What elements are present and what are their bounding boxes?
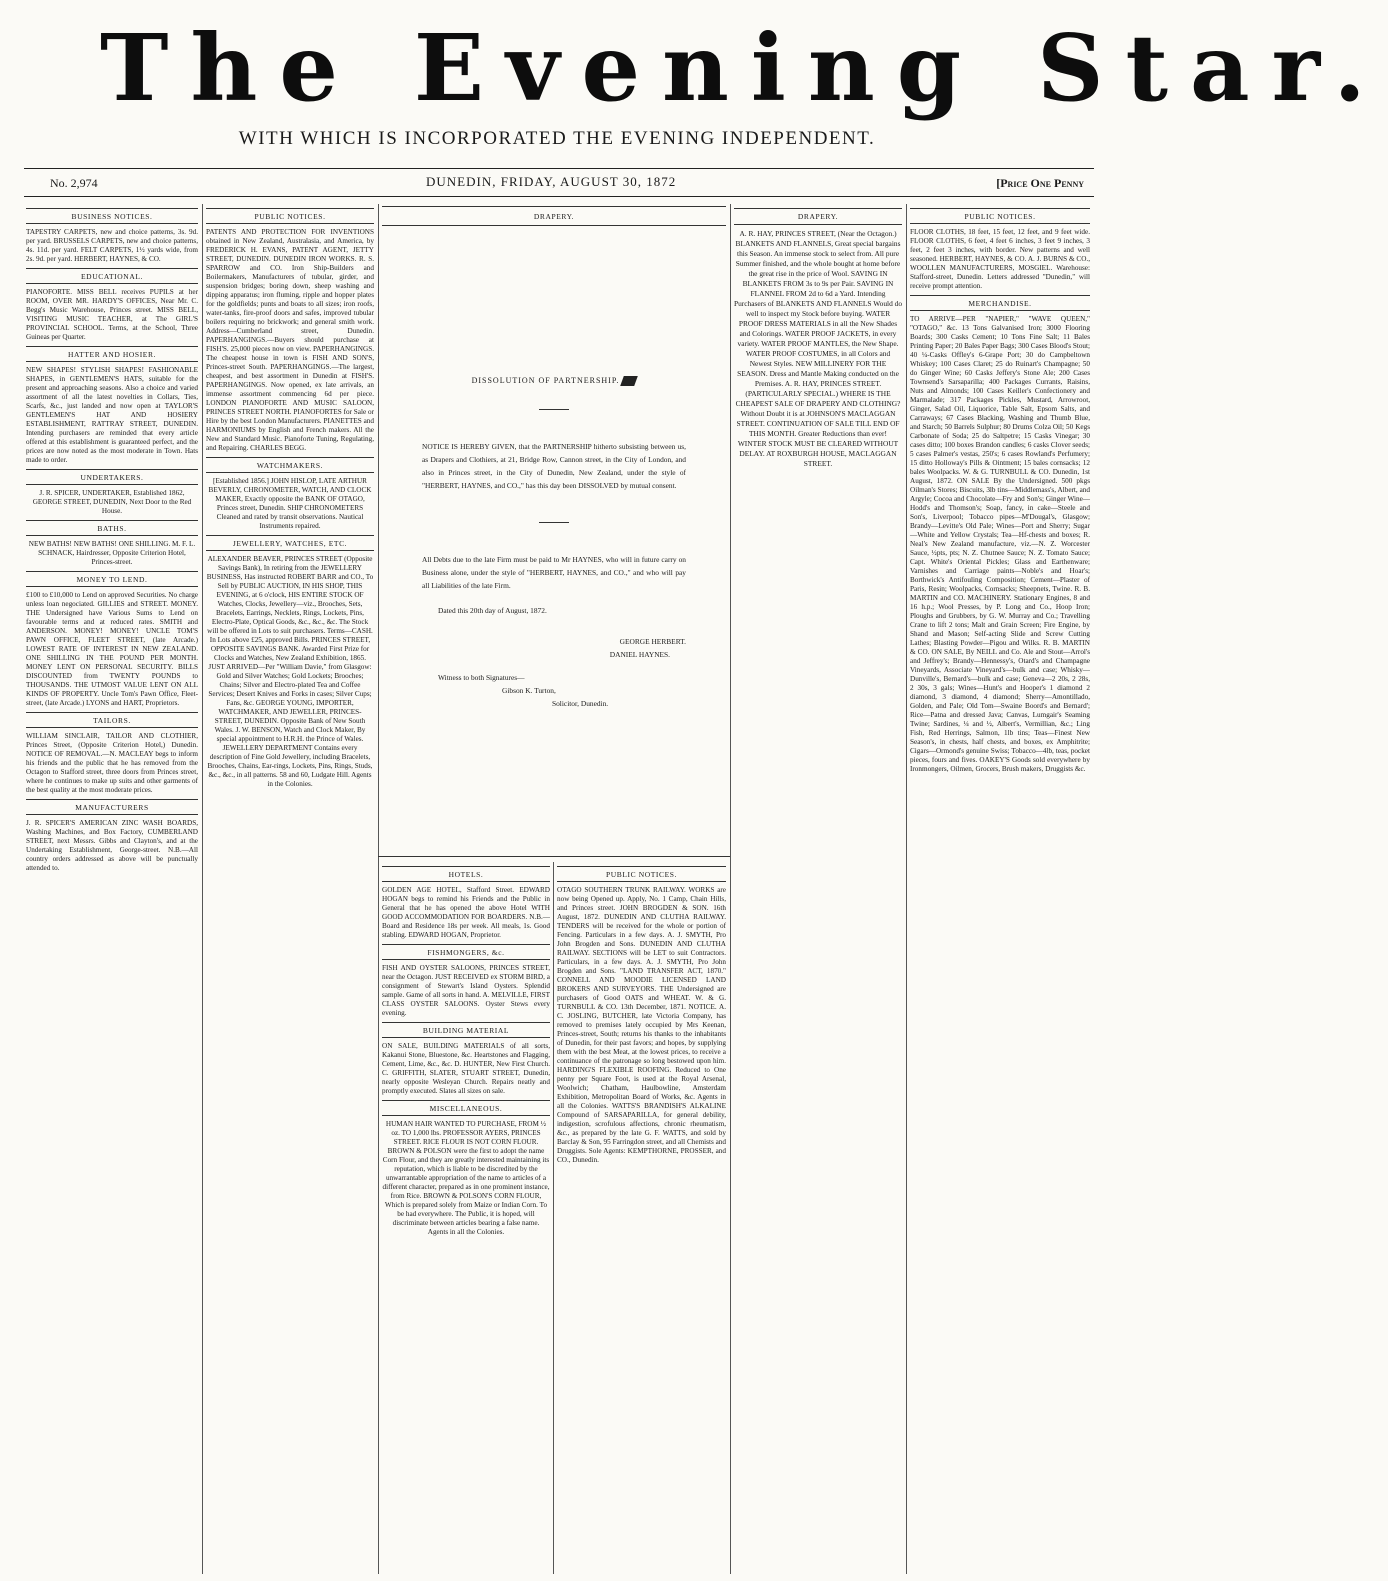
advert-text: PIANOFORTE. MISS BELL receives PUPILS at her ROOM, OVER MR. HARDY'S OFFICES, Near Mr. C. Begg's Music Warehouse, Princes street. MISS BELL, VISITING MUSIC TEACHER, at The GIRL'S PROVINCIAL SCHOOL. Terms, at the School, Three Guineas per Quarter. — [26, 288, 198, 341]
advert-text: ALEXANDER BEAVER, PRINCES STREET (Opposite Savings Bank), In retiring from the JEWELLERY BUSINESS, Has instructed ROBERT BARR and CO., To Sell by PUBLIC AUCTION, IN HIS SHOP, THIS EVENING, at 6 o'clock, HIS ENTIRE STOCK OF Watches, Clocks, Jewellery—viz., Brooches, Sets, Bracelets, Earrings, Necklets, Rings, Lockets, Pins, Electro-Plate, Optical Goods, &c., &c., &c. The Stock will be offered in Lots to suit purchasers. Terms—CASH. In Lots above £25, approved Bills. PRINCES STREET, OPPOSITE SAVINGS BANK. Awarded First Prize for Clocks and Watches, New Zealand Exhibition, 1865. JUST ARRIVED—Per "William Davie," from Glasgow: Gold and Silver Watches; Gold Lockets; Brooches; Chains; Silver and Electro-plated Tea and Coffee Services; Desert Knives and Forks in cases; Silver Cups; Fans, &c. GEORGE YOUNG, IMPORTER, WATCHMAKER, AND JEWELLER, PRINCES-STREET, DUNEDIN. Opposite Bank of New South Wales. J. W. BENSON, Watch and Clock Maker, By special appointment to H.R.H. the Prince of Wales. JEWELLERY DEPARTMENT Contains every description of Fine Gold Jewellery, including Bracelets, Brooches, Chains, Ear-rings, Lockets, Pins, Rings, Studs, &c., &c., in all patterns. 58 and 60, Ludgate Hill. Agents in the Colonies. — [206, 555, 374, 788]
advert-text: TO ARRIVE—PER "NAPIER," "WAVE QUEEN," "OTAGO," &c. 13 Tons Galvanised Iron; 3000 Flooring Boards; 300 Casks Cement; 10 Tons Fine Salt; 11 Bales Printing Paper; 20 Bales Paper Bags; 300 Cases Blood's Stout; 40 ¼-Casks Offley's 6-Grape Port; 30 do Campbeltown Whiskey; 100 Cases Claret; 25 do Ruinart's Champagne; 50 do Ginger Wine; 60 Casks Jeffery's Stone Ale; 200 Cases Townsend's Sarsaparilla; 400 Packages Currants, Raisins, Nuts and Almonds; 100 Cases Keiller's Confectionery and Marmalade; 317 Packages Pickles, Mustard, Arrowroot, Ginger, Salad Oil, Liquorice, Table Salt, Epsom Salts, and Carraways; 67 Cases Blacking, Washing and Thumb Blue, and Starch; 50 Barrels Sulphur; 80 Drums Colza Oil; 50 Kegs Carbonate of Soda; 25 do Saltpetre; 15 Casks Vinegar; 30 cases ditto; 100 boxes Brandon candles; 6 casks Clover seeds; 5 cases Palmer's vestas, 250's; 6 cases Rowland's Perfumery; 15 ditto Holloway's Pills & Ointment; 15 bales cornsacks; 12 bales Woolpacks. W. & G. TURNBULL & CO. Dunedin, 1st August, 1872. ON SALE By the Undersigned. 500 pkgs Oilman's Stores; Biscuits, 3lb tins—Middlemass's, Albert, and Argyle; Cocoa and Chocolate—Fry and Son's; Ginger Wine—Hodd's and Thomson's; Soap, fancy, in cake—Steele and Son's, Liverpool; Tobacco pipes—M'Dougal's, Glasgow; Brandy—Levitte's Old Pale; Wines—Port and Sherry; Sugar—White and Yellow Crystals; Tea—Hf-chests and boxes; R. Neal's New Zealand manufacture, viz.—N. Z. Worcester Sauce, ½pts, pts; N. Z. Chutnee Sauce; N. Z. Tomato Sauce; Capt. White's Oriental Pickles; Glass and Earthenware; Varnishes and Carriage paints—Noble's and Hoar's; Borthwick's Antifouling Composition; Cement—Plaster of Paris, Resin; Woolpacks, Cornsacks; Sheepnets, Twine. R. B. MARTIN and CO. MACHINERY. Stationary Engines, 8 and 16 h.p.; Wool Presses, by P. Long and Co., Hoop Iron; Ploughs and Grubbers, by G. W. Murray and Co.; Travelling Crane to lift 2 tons; Malt and Grain Screen; Fire Engine, by Shand and Mason; Self-acting Slide and Screw Cutting Lathes; Blasting Powder—Pigou and Wilks. R. B. MARTIN & CO. ON SALE, By NEILL and Co. Ale and Stout—Arrol's and Jeffrey's; Brandy—Hennessy's, Otard's and Champagne Vineyards, Associate Vineyard's—bulk and case; Whisky—Dunville's, Bernard's—bulk and case; Geneva—2 20s, 2 28s, 2 30s, 3 gals; Wines—Hunt's and Hooper's 1 diamond 2 diamond, 3 diamond, 4 diamond; Sherry—Amontillado, Golden, and Pale; Old Tom—Swaine Boord's and Bernard'; Rice—Patna and dressed Java; Canvas, Lumgair's Seaming Twine; Sardines, ¼ and ½, Albert's, Vermillian, &c.; Ling Fish, Red Herrings, Salmon, 1lb tins; Teas—Finest New Season's, in chests, half chests, and boxes, ex Amphitrite; Cigars—Ormond's genuine Swiss; Tobacco—4lb, teas, pocket pieces, fours and fives. OAKEY'S Goods sold everywhere by Ironmongers, Oilmen, Grocers, Brush makers, Druggists &c. — [910, 315, 1090, 773]
column-merchandise — [910, 204, 1090, 1574]
advert-text: FLOOR CLOTHS, 18 feet, 15 feet, 12 feet, and 9 feet wide. FLOOR CLOTHS, 6 feet, 4 feet 6 inches, 3 feet 9 inches, 3 feet, 2 feet 3 inches, with border. New patterns and well seasoned. HERBERT, HAYNES, & CO. A. J. BURNS & CO., WOOLLEN MANUFACTURERS, MOSGIEL. Warehouse: Stafford-street, Dunedin. Letters addressed "Dunedin," will receive prompt attention. — [910, 228, 1090, 290]
dateline-rule — [24, 196, 1094, 197]
advert-text: TAPESTRY CARPETS, new and choice patterns, 3s. 9d. per yard. BRUSSELS CARPETS, new and choice patterns, 4s. 11d. per yard. FELT CARPETS, 1½ yards wide, from 2s. 9d. per yard. HERBERT, HAYNES, & CO. — [26, 228, 198, 263]
section-heading: BATHS. — [26, 520, 198, 536]
section-heading: HATTER AND HOSIER. — [26, 346, 198, 362]
section-heading: PUBLIC NOTICES. — [206, 208, 374, 224]
issue-number: No. 2,974 — [50, 176, 98, 190]
column-railway-notices — [557, 862, 726, 1574]
section-heading: HOTELS. — [382, 866, 550, 882]
advert-text: [Established 1856.] JOHN HISLOP, LATE ARTHUR BEVERLY, CHRONOMETER, WATCH, AND CLOCK MAKER, Exactly opposite the BANK OF OTAGO, Princes street, Dunedin. SHIP CHRONOMETERS Cleaned and rated by transit observations. Nautical Instruments repaired. — [208, 477, 372, 530]
column-divider — [906, 204, 907, 1574]
section-heading: JEWELLERY, WATCHES, ETC. — [206, 535, 374, 551]
column-business-notices — [26, 204, 198, 1574]
ink-blot-icon — [621, 376, 639, 386]
column-divider — [378, 204, 379, 1574]
witness-title: Solicitor, Dunedin. — [552, 699, 609, 708]
column-divider — [202, 204, 203, 1574]
signature-1: GEORGE HERBERT. — [619, 637, 686, 646]
section-heading: PUBLIC NOTICES. — [910, 208, 1090, 224]
column-divider — [730, 204, 731, 1574]
witness-name: Gibson K. Turton, — [502, 686, 556, 695]
advert-text: ON SALE, BUILDING MATERIALS of all sorts, Kakanui Stone, Bluestone, &c. Heartstones and Flagging, Cement, Lime, &c., &c. D. HUNTER, New First Church. C. GRIFFITH, SLATER, STUART STREET, Dunedin, nearly opposite Wesleyan Church. Repairs neatly and promptly executed. Slates all sizes on sale. — [382, 1042, 550, 1095]
witness-line: Witness to both Signatures— — [438, 673, 525, 682]
advert-text: J. R. SPICER'S AMERICAN ZINC WASH BOARDS, Washing Machines, and Box Factory, CUMBERLAND STREET, next Messrs. Gibbs and Clayton's, and at the Undertaking Establishment, George-street. N.B.—All country orders addressed as above will be punctually attended to. — [26, 819, 198, 872]
advert-text: WILLIAM SINCLAIR, TAILOR AND CLOTHIER, Princes Street, (Opposite Criterion Hotel,) Dunedin. NOTICE OF REMOVAL.—N. MACLEAY begs to inform his friends and the public that he has removed from the Octagon to Stafford street, three doors from Princes street, where he continues to make up suits and other garments of the best quality at the most moderate prices. — [26, 732, 198, 794]
section-heading: MERCHANDISE. — [910, 295, 1090, 311]
advert-text: OTAGO SOUTHERN TRUNK RAILWAY. WORKS are now being Opened up. Apply, No. 1 Camp, Chain Hills, and Princes street. JOHN BROGDEN & SON. 16th August, 1872. DUNEDIN AND CLUTHA RAILWAY. TENDERS will be received for the whole or portion of Fencing. Particulars in a few days. A. J. SMYTH, Pro John Brogden and Sons. DUNEDIN AND CLUTHA RAILWAY. SECTIONS will be LET to suit Contractors. Particulars, in a few days. A. J. SMYTH, Pro John Brogden and Sons. "LAND TRANSFER ACT, 1870." CONNELL AND MOODIE LICENSED LAND BROKERS AND SURVEYORS. THE Undersigned are purchasers of Good OATS and WHEAT. W. & G. TURNBULL & CO. 13th December, 1871. NOTICE. A. C. JOSLING, BUTCHER, late Victoria Company, has removed to premises lately occupied by Mrs Keenan, Princes-street, South; returns his thanks to the inhabitants of Dunedin, for their past favors; and hopes, by supplying them with the best Meat, at the lowest prices, to receive a continuance of the patronage so long bestowed upon him. HARDING'S FLEXIBLE ROOFING. Reduced to One penny per Square Foot, is used at the Royal Arsenal, Woolwich; Chatham, Haulbowline, Amsterdam Exhibition, Metropolitan Board of Works, &c. Agents in all the Colonies. WATTS'S BRANDISH'S ALKALINE Compound of SARSAPARILLA, for general debility, indigestion, scrofulous affections, chronic rheumatism, &c., as prepared by the late G. F. WATTS, and sold by Barclay & Son, 95 Farringdon street, and all Chemists and Druggists. Sole Agents: KEMPTHORNE, PROSSER, and CO., Dunedin. — [557, 886, 726, 1164]
section-heading: BUILDING MATERIAL — [382, 1022, 550, 1038]
notice-title-text: DISSOLUTION OF PARTNERSHIP. — [471, 376, 620, 385]
section-heading: MISCELLANEOUS. — [382, 1100, 550, 1116]
advert-text: A. R. HAY, PRINCES STREET, (Near the Octagon.) BLANKETS AND FLANNELS, Great special bargains this Season. An immense stock to select from. All pure Summer finished, and the whole bought at home before the great rise in the price of Wool. SAVING IN BLANKETS FROM 3s to 9s per Pair. SAVING IN FLANNEL FROM 2d to 6d a Yard. Intending Purchasers of BLANKETS AND FLANNELS Would do well to inspect my Stock before buying. WATER PROOF DRESS MATERIALS in all the New Shades and Colorings. WATER PROOF JACKETS, in every variety. WATER PROOF MANTLES, the New Shape. WATER PROOF COSTUMES, in all Colors and Newest Styles. NEW MILLINERY FOR THE SEASON. Dress and Mantle Making conducted on the Premises. A. R. HAY, PRINCES STREET. (PARTICULARLY SPECIAL.) WHERE IS THE CHEAPEST SALE OF DRAPERY AND CLOTHING? Without Doubt it is at JOHNSON'S MACLAGGAN STREET. CONTINUATION OF SALE TILL END OF THIS MONTH. Greater Reductions than ever! WINTER STOCK MUST BE CLEARED WITHOUT DELAY. AT ROXBURGH HOUSE, MACLAGGAN STREET. — [734, 229, 903, 468]
signature-2: DANIEL HAYNES. — [609, 650, 670, 659]
advert-text: £100 to £10,000 to Lend on approved Securities. No charge unless loan negociated. GILLIES and STREET. MONEY. THE Undersigned have Various Sums to Lend on favourable terms and at reduced rates. SMITH and ANDERSON. MONEY! MONEY! UNCLE TOM'S PAWN OFFICE, FLEET STREET, (late Arcade.) LOWEST RATE OF INTEREST IN NEW ZEALAND. ONE SHILLING IN THE POUND PER MONTH. MONEY LENT ON PERSONAL SECURITY. BILLS DISCOUNTED from TWENTY POUNDS to THOUSANDS. THE UTMOST VALUE LENT ON ALL KINDS OF PROPERTY. Uncle Tom's Pawn Office, Fleet-street, (late Arcade.) LYONS and HART, Proprietors. — [26, 591, 198, 707]
section-heading: WATCHMAKERS. — [206, 457, 374, 473]
section-heading: UNDERTAKERS. — [26, 469, 198, 485]
section-heading: MONEY TO LEND. — [26, 571, 198, 587]
dissolution-notice — [382, 204, 726, 852]
column-divider — [553, 862, 554, 1574]
column-hotels — [382, 862, 550, 1574]
section-heading: DRAPERY. — [382, 206, 726, 226]
notice-title — [382, 374, 726, 387]
column-public-notices — [206, 204, 374, 1574]
masthead-subtitle: WITH WHICH IS INCORPORATED THE EVENING INDEPENDENT. — [238, 128, 876, 149]
advert-text: GOLDEN AGE HOTEL, Stafford Street. EDWARD HOGAN begs to remind his Friends and the Public in General that he has opened the above Hotel WITH GOOD ACCOMMODATION FOR BOARDERS. N.B.—Board and Residence 18s per week. All meals, 1s. Good stabling. EDWARD HOGAN, Proprietor. — [382, 886, 550, 939]
column-drapery — [734, 204, 902, 1574]
advert-text: PATENTS AND PROTECTION FOR INVENTIONS obtained in New Zealand, Australasia, and America, by FREDERICK H. EVANS, PATENT AGENT, JETTY STREET, DUNEDIN. DUNEDIN IRON WORKS. R. S. SPARROW and CO. Iron Ship-Builders and Boilermakers, Manufacturers of tubular, girder, and suspension bridges; boring down, sheep washing and dipping apparatus; iron fluming, ripple and hopper plates for the goldfields; punts and boats to all sizes; iron roofs, water-tanks, fire-proof doors and safes, improved tubular boilers requiring no brickwork; and general smith work. Address—Cumberland street, Dunedin. PAPERHANGINGS.—Buyers should purchase at FISH'S. 25,000 pieces now on view. PAPERHANGINGS. The cheapest house in town is FISH AND SON'S, Princes-street South. PAPERHANGINGS.—The largest, cheapest, and best assortment in Dunedin at FISH'S. PAPERHANGINGS. Now opened, ex late arrivals, an immense assortment commencing 6d per piece. LONDON PIANOFORTE AND MUSIC SALOON, PRINCES STREET NORTH. PIANOFORTES for Sale or Hire by the best London Manufacturers. PIANETTES and HARMONIUMS by English and French makers. All the New and Standard Music. Pianoforte Tuning, Regulating, and Repairing. CHARLES BEGG. — [206, 228, 374, 452]
dateline — [26, 174, 1092, 192]
notice-body: NOTICE IS HEREBY GIVEN, that the PARTNERSHIP hitherto subsisting between us, as Drapers and Clothiers, at 21, Bridge Row, Cannon street, in the City of London, and also in Princes street, in the City of Dunedin, New Zealand, under the style of "HERBERT, HAYNES, and CO.," has this day been DISSOLVED by mutual consent. — [422, 442, 686, 490]
notice-dated: Dated this 20th day of August, 1872. — [438, 606, 547, 615]
section-rule — [378, 856, 730, 857]
advert-text: NEW BATHS! NEW BATHS! ONE SHILLING. M. F. L. SCHNACK, Hairdresser, Opposite Criterion Hotel, Princes-street. — [28, 540, 196, 566]
section-heading: DRAPERY. — [734, 208, 902, 225]
section-heading: PUBLIC NOTICES. — [557, 866, 726, 882]
advert-text: J. R. SPICER, UNDERTAKER, Established 1862, GEORGE STREET, DUNEDIN, Next Door to the Red House. — [32, 489, 192, 515]
divider — [539, 409, 569, 410]
issue-price: [Price One Penny — [996, 176, 1084, 190]
advert-text: FISH AND OYSTER SALOONS, PRINCES STREET, near the Octagon. JUST RECEIVED ex STORM BIRD, a consignment of Stewart's Island Oysters. Splendid sample. Game of all sorts in hand. A. MELVILLE, FIRST CLASS OYSTER SALOONS. Oyster Stews every evening. — [382, 964, 550, 1017]
section-heading: FISHMONGERS, &c. — [382, 944, 550, 960]
top-rule — [24, 168, 1094, 169]
masthead — [100, 14, 1388, 150]
masthead-title: The Evening Star. — [100, 14, 1388, 122]
advert-text: NEW SHAPES! STYLISH SHAPES! FASHIONABLE SHAPES, in GENTLEMEN'S HATS, suitable for the present and approaching seasons. Also a choice and varied assortment of all the latest novelties in Collars, Ties, Scarfs, &c., just landed and now open at TAYLOR'S GENTLEMEN'S HAT AND HOSIERY ESTABLISHMENT, RATTRAY STREET, DUNEDIN. Intending purchasers are reminded that every article offered at this establishment is guaranteed perfect, and the prices are now noted as the most moderate in Town. Hats made to order. — [26, 366, 198, 464]
section-heading: BUSINESS NOTICES. — [26, 208, 198, 224]
notice-body-2: All Debts due to the late Firm must be paid to Mr HAYNES, who will in future carry on Business alone, under the style of "HERBERT, HAYNES, and CO.," and who will pay all Liabilities of the late Firm. — [422, 555, 686, 590]
advert-text: HUMAN HAIR WANTED TO PURCHASE, FROM ½ oz. TO 1,000 lbs. PROFESSOR AYERS, PRINCES STREET. RICE FLOUR IS NOT CORN FLOUR. BROWN & POLSON were the first to adopt the name Corn Flour, and they are greatly interested maintaining its reputation, which is liable to be discredited by the unwarrantable appropriation of the name to articles of a different character, prepared as in one prominent instance, from Rice. BROWN & POLSON'S CORN FLOUR, Which is prepared solely from Maize or Indian Corn. To be had everywhere. The Public, it is hoped, will discriminate between articles bearing a false name. Agents in all the Colonies. — [382, 1120, 550, 1236]
divider — [539, 522, 569, 523]
section-heading: TAILORS. — [26, 712, 198, 728]
issue-date: DUNEDIN, FRIDAY, AUGUST 30, 1872 — [426, 174, 677, 189]
section-heading: EDUCATIONAL. — [26, 268, 198, 284]
section-heading: MANUFACTURERS — [26, 799, 198, 815]
